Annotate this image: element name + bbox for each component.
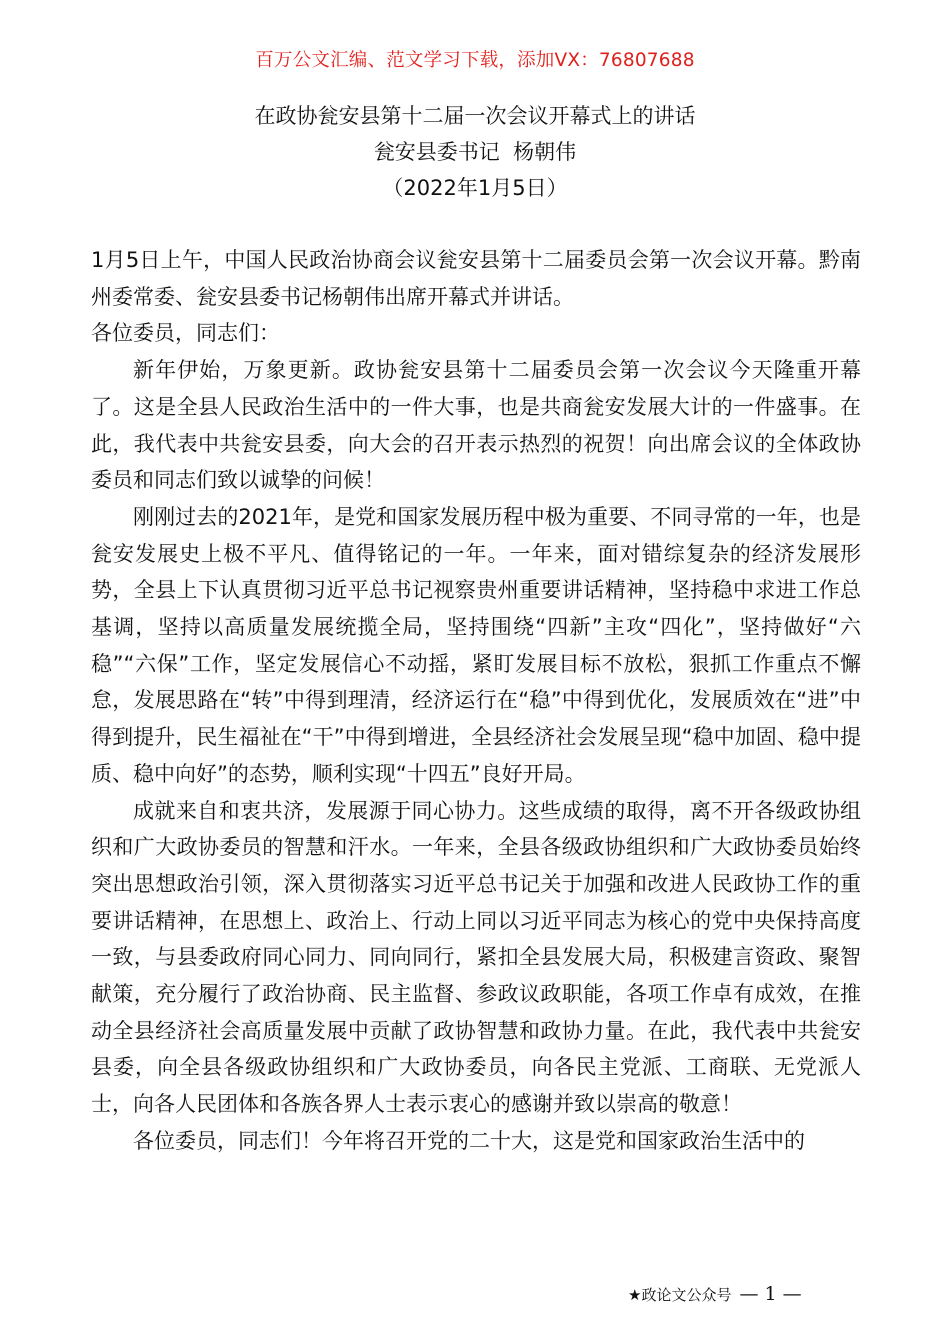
- speech-author: 瓮安县委书记 杨朝伟: [373, 140, 577, 164]
- paragraph: 新年伊始，万象更新。政协瓮安县第十二届委员会第一次会议今天隆重开幕了。这是全县人民政治生活中的一件大事，也是共商瓮安发展大计的一件盛事。在此，我代表中共瓮安县委，向大会的召开表示热烈的祝贺！向出席会议的全体政协委员和同志们致以诚挚的问候！: [91, 358, 861, 493]
- paragraph: 各位委员，同志们！今年将召开党的二十大，这是党和国家政治生活中的: [133, 1128, 805, 1153]
- title-block: [0, 98, 950, 206]
- header-banner: 百万公文汇编、范文学习下载，添加VX：76807688: [255, 50, 695, 71]
- paragraph: 刚刚过去的2021年，是党和国家发展历程中极为重要、不同寻常的一年，也是瓮安发展史上极不平凡、值得铭记的一年。一年来，面对错综复杂的经济发展形势，全县上下认真贯彻习近平总书记视察贵州重要讲话精神，坚持稳中求进工作总基调，坚持以高质量发展统揽全局，坚持围绕“四新”主攻“四化”，坚持做好“六稳”“六保”工作，坚定发展信心不动摇，紧盯发展目标不放松，狠抓工作重点不懈怠，发展思路在“转”中得到理清，经济运行在“稳”中得到优化，发展质效在“进”中得到提升，民生福祉在“干”中得到增进，全县经济社会发展呈现“稳中加固、稳中提质、稳中向好”的态势，顺利实现“十四五”良好开局。: [91, 504, 861, 786]
- paragraph-intro: 1月5日上午，中国人民政治协商会议瓮安县第十二届委员会第一次会议开幕。黔南州委常委、瓮安县委书记杨朝伟出席开幕式并讲话。: [91, 248, 861, 309]
- speech-title: 在政协瓮安县第十二届一次会议开幕式上的讲话: [254, 104, 696, 128]
- page-number: — 1 —: [739, 1283, 802, 1305]
- paragraph: 成就来自和衷共济，发展源于同心协力。这些成绩的取得，离不开各级政协组织和广大政协委员的智慧和汗水。一年来，全县各级政协组织和广大政协委员始终突出思想政治引领，深入贯彻落实习近平总书记关于加强和改进人民政协工作的重要讲话精神，在思想上、政治上、行动上同以习近平同志为核心的党中央保持高度一致，与县委政府同心同力、同向同行，紧扣全县发展大局，积极建言资政、聚智献策，充分履行了政治协商、民主监督、参政议政职能，各项工作卓有成效，在推动全县经济社会高质量发展中贡献了政协智慧和政协力量。在此，我代表中共瓮安县委，向全县各级政协组织和广大政协委员，向各民主党派、工商联、无党派人士，向各人民团体和各族各界人士表示衷心的感谢并致以崇高的敬意！: [91, 798, 861, 1117]
- page-footer: [628, 1283, 802, 1305]
- speech-date: （2022年1月5日）: [382, 176, 568, 200]
- body-text: [91, 242, 861, 1160]
- footer-source: ★政论文公众号: [628, 1286, 732, 1304]
- paragraph-salutation: 各位委员，同志们：: [91, 321, 280, 346]
